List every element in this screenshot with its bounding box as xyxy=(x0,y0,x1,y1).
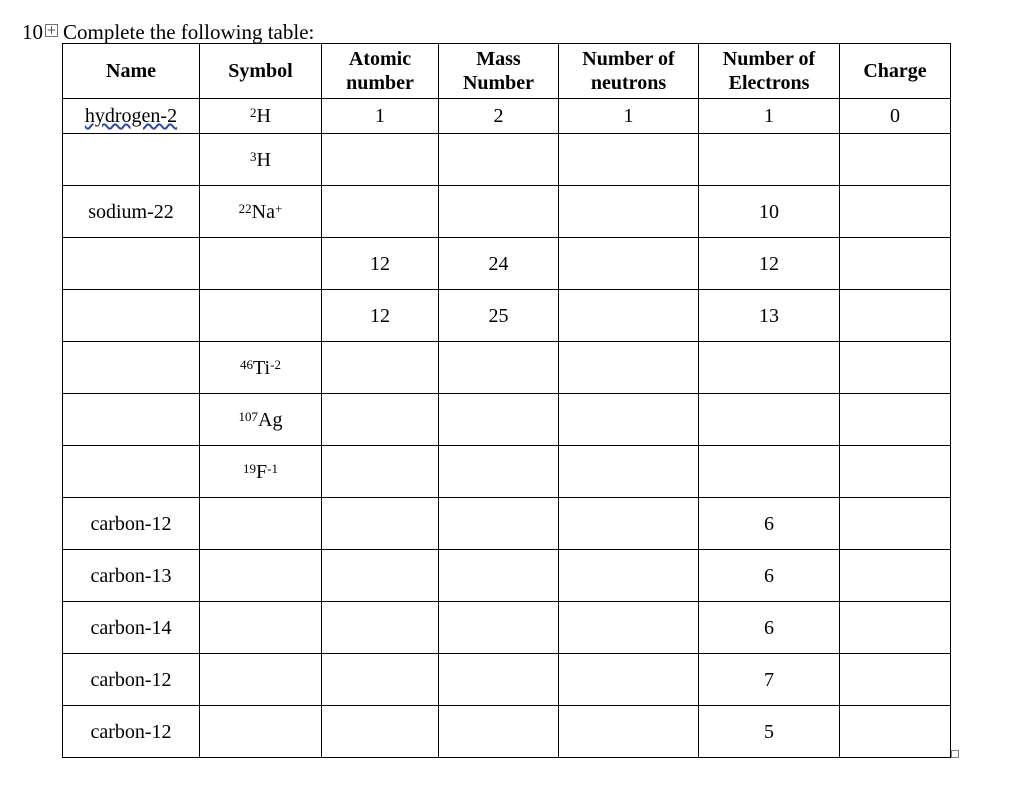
mass-number-cell[interactable] xyxy=(439,498,559,550)
table-move-handle-icon[interactable]: + xyxy=(46,23,57,37)
atomic-number-cell[interactable] xyxy=(322,550,439,602)
electrons-cell[interactable] xyxy=(699,602,840,654)
name-cell[interactable] xyxy=(63,654,200,706)
electrons-cell[interactable] xyxy=(699,498,840,550)
isotope-name: carbon-12 xyxy=(90,668,172,691)
neutrons-value: 1 xyxy=(623,105,634,127)
electrons-cell[interactable] xyxy=(699,186,840,238)
electrons-cell[interactable] xyxy=(699,134,840,186)
electrons-cell[interactable] xyxy=(699,446,840,498)
atomic-number-value: 12 xyxy=(370,252,390,275)
atomic-number-cell[interactable] xyxy=(322,134,439,186)
symbol-cell[interactable] xyxy=(200,706,322,758)
name-cell[interactable] xyxy=(63,602,200,654)
name-cell[interactable] xyxy=(63,446,200,498)
symbol-cell[interactable] xyxy=(200,550,322,602)
table-resize-handle[interactable] xyxy=(951,750,959,758)
table-row xyxy=(63,99,951,134)
mass-number-cell[interactable] xyxy=(439,342,559,394)
neutrons-cell[interactable] xyxy=(559,134,699,186)
atomic-number-cell[interactable] xyxy=(322,342,439,394)
table-row xyxy=(63,290,951,342)
symbol-cell[interactable] xyxy=(200,238,322,290)
header-symbol: Symbol xyxy=(200,44,322,99)
electrons-value: 7 xyxy=(764,668,774,691)
mass-number-cell[interactable] xyxy=(439,99,559,134)
mass-number-value: 2 xyxy=(493,105,504,127)
electrons-cell[interactable] xyxy=(699,654,840,706)
charge-value: 0 xyxy=(890,105,900,127)
header-row xyxy=(63,44,951,99)
electrons-value: 12 xyxy=(759,252,779,275)
charge-cell[interactable] xyxy=(840,446,951,498)
symbol-mass-number: 2 xyxy=(250,105,257,120)
neutrons-cell[interactable] xyxy=(559,550,699,602)
symbol-charge: + xyxy=(274,200,283,216)
atomic-number-cell[interactable] xyxy=(322,654,439,706)
neutrons-cell[interactable] xyxy=(559,342,699,394)
table-row xyxy=(63,550,951,602)
charge-cell[interactable] xyxy=(840,186,951,238)
table-row xyxy=(63,446,951,498)
symbol-cell[interactable] xyxy=(200,342,322,394)
symbol-cell[interactable] xyxy=(200,394,322,446)
neutrons-cell[interactable] xyxy=(559,446,699,498)
header-name: Name xyxy=(63,44,200,99)
neutrons-cell[interactable] xyxy=(559,654,699,706)
electrons-value: 10 xyxy=(759,200,779,223)
isotope-name: sodium-22 xyxy=(88,200,174,223)
table-row xyxy=(63,342,951,394)
atomic-number-cell[interactable] xyxy=(322,290,439,342)
neutrons-cell[interactable] xyxy=(559,706,699,758)
header-atomic-number: Atomic number xyxy=(322,44,439,99)
neutrons-cell[interactable] xyxy=(559,394,699,446)
symbol-cell[interactable] xyxy=(200,99,322,134)
charge-cell[interactable] xyxy=(840,290,951,342)
electrons-cell[interactable] xyxy=(699,342,840,394)
name-cell[interactable] xyxy=(63,550,200,602)
name-cell[interactable] xyxy=(63,134,200,186)
charge-cell[interactable] xyxy=(840,394,951,446)
symbol-element: H xyxy=(256,148,271,171)
isotope-name: carbon-12 xyxy=(90,720,172,743)
electrons-cell[interactable] xyxy=(699,706,840,758)
symbol-mass-number: 107 xyxy=(238,408,259,424)
header-electrons: Number of Electrons xyxy=(699,44,840,99)
name-cell[interactable] xyxy=(63,342,200,394)
neutrons-cell[interactable] xyxy=(559,602,699,654)
header-neutrons: Number of neutrons xyxy=(559,44,699,99)
mass-number-value: 24 xyxy=(488,252,509,275)
charge-cell[interactable] xyxy=(840,134,951,186)
atomic-number-cell[interactable] xyxy=(322,186,439,238)
mass-number-cell[interactable] xyxy=(439,446,559,498)
charge-cell[interactable] xyxy=(840,238,951,290)
symbol-cell[interactable] xyxy=(200,290,322,342)
electrons-cell[interactable] xyxy=(699,238,840,290)
symbol-mass-number: 46 xyxy=(240,356,254,372)
table-row xyxy=(63,394,951,446)
header-charge: Charge xyxy=(840,44,951,99)
symbol-element: Ag xyxy=(258,408,283,431)
atomic-number-cell[interactable] xyxy=(322,602,439,654)
isotope-table xyxy=(62,43,951,758)
charge-cell[interactable] xyxy=(840,550,951,602)
mass-number-cell[interactable] xyxy=(439,654,559,706)
mass-number-cell[interactable] xyxy=(439,550,559,602)
name-cell[interactable] xyxy=(63,186,200,238)
isotope-name: hydrogen-2 xyxy=(84,105,178,127)
mass-number-cell[interactable] xyxy=(439,290,559,342)
atomic-number-value: 12 xyxy=(370,304,390,327)
isotope-name: carbon-13 xyxy=(90,564,172,587)
neutrons-cell[interactable] xyxy=(559,238,699,290)
symbol-element: Ti xyxy=(253,356,271,379)
electrons-value: 13 xyxy=(759,304,779,327)
question-number: 10 xyxy=(22,20,43,44)
symbol-charge: -1 xyxy=(267,460,278,476)
neutrons-cell[interactable] xyxy=(559,290,699,342)
electrons-cell[interactable] xyxy=(699,99,840,134)
atomic-number-cell[interactable] xyxy=(322,394,439,446)
charge-cell[interactable] xyxy=(840,706,951,758)
mass-number-cell[interactable] xyxy=(439,602,559,654)
electrons-cell[interactable] xyxy=(699,290,840,342)
symbol-mass-number: 19 xyxy=(243,460,257,476)
symbol-mass-number: 3 xyxy=(250,148,257,164)
isotope-symbol xyxy=(240,357,281,379)
atomic-number-cell[interactable] xyxy=(322,706,439,758)
name-cell[interactable] xyxy=(63,238,200,290)
electrons-value: 5 xyxy=(764,720,774,743)
atomic-number-value: 1 xyxy=(375,105,385,127)
charge-cell[interactable] xyxy=(840,99,951,134)
electrons-cell[interactable] xyxy=(699,550,840,602)
name-cell[interactable] xyxy=(63,99,200,134)
electrons-value: 6 xyxy=(764,564,774,587)
symbol-cell[interactable] xyxy=(200,134,322,186)
symbol-cell[interactable] xyxy=(200,654,322,706)
symbol-element: F xyxy=(256,460,268,483)
question-text: Complete the following table: xyxy=(63,20,315,44)
isotope-symbol xyxy=(250,149,271,171)
neutrons-cell[interactable] xyxy=(559,99,699,134)
electrons-value: 1 xyxy=(764,105,774,127)
charge-cell[interactable] xyxy=(840,654,951,706)
mass-number-cell[interactable] xyxy=(439,238,559,290)
electrons-value: 6 xyxy=(764,512,774,535)
table-row xyxy=(63,654,951,706)
symbol-mass-number: 22 xyxy=(238,200,252,216)
atomic-number-cell[interactable] xyxy=(322,498,439,550)
charge-cell[interactable] xyxy=(840,342,951,394)
table-body xyxy=(63,99,951,758)
name-cell[interactable] xyxy=(63,394,200,446)
atomic-number-cell[interactable] xyxy=(322,99,439,134)
table-row xyxy=(63,498,951,550)
header-mass-number: Mass Number xyxy=(439,44,559,99)
name-cell[interactable] xyxy=(63,498,200,550)
neutrons-cell[interactable] xyxy=(559,186,699,238)
table-row xyxy=(63,238,951,290)
symbol-charge: -2 xyxy=(270,356,281,372)
mass-number-cell[interactable] xyxy=(439,706,559,758)
name-cell[interactable] xyxy=(63,290,200,342)
symbol-cell[interactable] xyxy=(200,498,322,550)
mass-number-cell[interactable] xyxy=(439,134,559,186)
atomic-number-cell[interactable] xyxy=(322,446,439,498)
symbol-cell[interactable] xyxy=(200,602,322,654)
table-row xyxy=(63,186,951,238)
electrons-cell[interactable] xyxy=(699,394,840,446)
symbol-cell[interactable] xyxy=(200,446,322,498)
mass-number-value: 25 xyxy=(488,304,509,327)
charge-cell[interactable] xyxy=(840,602,951,654)
electrons-value: 6 xyxy=(764,616,774,639)
neutrons-cell[interactable] xyxy=(559,498,699,550)
mass-number-cell[interactable] xyxy=(439,394,559,446)
name-cell[interactable] xyxy=(63,706,200,758)
symbol-cell[interactable] xyxy=(200,186,322,238)
mass-number-cell[interactable] xyxy=(439,186,559,238)
table-row xyxy=(63,602,951,654)
symbol-element: H xyxy=(256,105,271,127)
isotope-name: carbon-14 xyxy=(90,616,172,639)
isotope-symbol xyxy=(243,461,278,483)
table-row xyxy=(63,706,951,758)
isotope-symbol xyxy=(239,201,283,223)
atomic-number-cell[interactable] xyxy=(322,238,439,290)
table-row xyxy=(63,134,951,186)
charge-cell[interactable] xyxy=(840,498,951,550)
symbol-element: Na xyxy=(251,200,275,223)
isotope-symbol xyxy=(239,409,283,431)
isotope-symbol xyxy=(250,105,271,127)
isotope-name: carbon-12 xyxy=(90,512,172,535)
